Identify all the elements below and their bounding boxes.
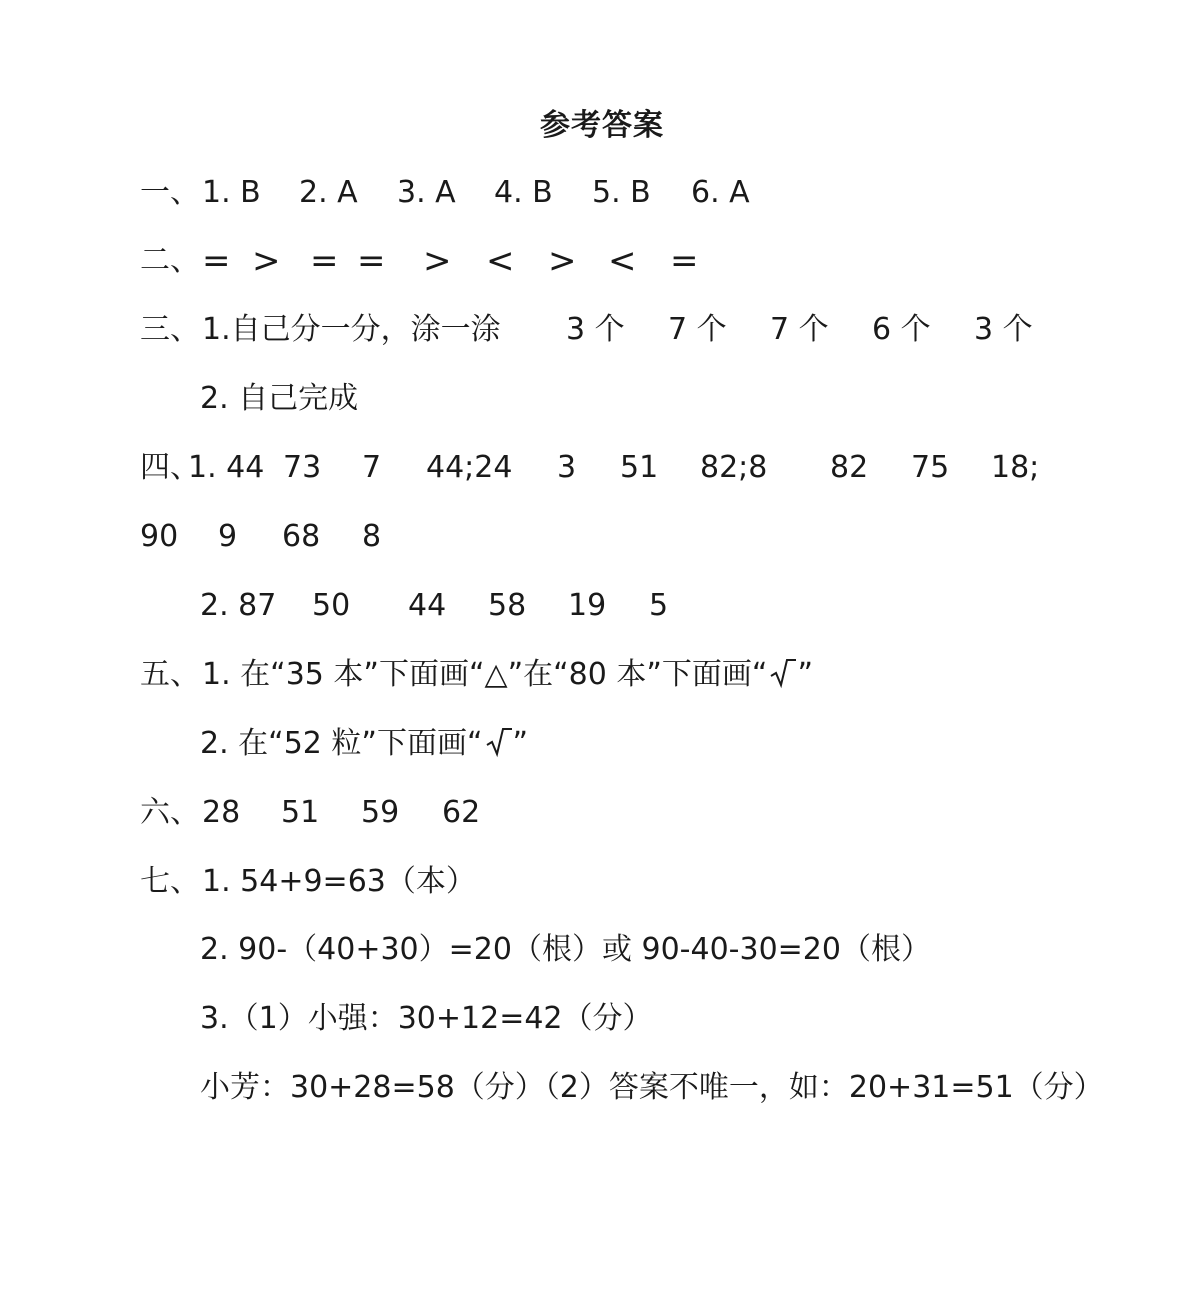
answer-item: 7 个 xyxy=(770,312,829,347)
answer-item: 62 xyxy=(442,795,481,830)
comparison-symbol: > xyxy=(548,241,577,281)
sqrt-check-icon xyxy=(767,654,797,690)
answer-item: 59 xyxy=(361,795,400,830)
answer-item: 6. A xyxy=(691,175,750,210)
answer-item: 4. B xyxy=(494,175,553,210)
answer-item: 18; xyxy=(991,450,1040,485)
answer-item: 58 xyxy=(488,588,527,623)
section-5-question-1-text: 1. 在“35 本”下面画“△”在“80 本”下面画“ xyxy=(202,657,768,692)
answer-item: 3 个 xyxy=(566,312,625,347)
answer-item: 8 xyxy=(362,519,382,554)
answer-item: 5. B xyxy=(592,175,651,210)
comparison-symbol: = xyxy=(357,241,386,281)
section-7-label: 七、 xyxy=(140,864,200,899)
section-6-label: 六、 xyxy=(140,795,200,830)
section-3-question-1: 1.自己分一分，涂一涂 xyxy=(202,312,501,347)
answer-item: 44;24 xyxy=(426,450,513,485)
section-5-label: 五、 xyxy=(140,657,200,692)
section-7-question-3-part-1: 3.（1）小强：30+12=42（分） xyxy=(200,1001,653,1036)
closing-quote: ” xyxy=(512,726,529,761)
answer-item: 3. A xyxy=(397,175,456,210)
answer-item: 2. A xyxy=(299,175,358,210)
answer-item: 1. B xyxy=(202,175,261,210)
section-3-question-2-text: 2. 自己完成 xyxy=(200,381,359,416)
answer-item: 19 xyxy=(568,588,607,623)
section-1-label: 一、 xyxy=(140,175,200,210)
answer-item: 51 xyxy=(620,450,659,485)
answer-item: 68 xyxy=(282,519,321,554)
answer-item: 90 xyxy=(140,519,179,554)
comparison-symbol: > xyxy=(423,241,452,281)
answer-item: 5 xyxy=(649,588,669,623)
answer-item: 73 xyxy=(283,450,322,485)
answer-item: 7 xyxy=(362,450,382,485)
comparison-symbol: = xyxy=(670,241,699,281)
answer-item: 3 个 xyxy=(974,312,1033,347)
answer-item: 51 xyxy=(281,795,320,830)
comparison-symbol: < xyxy=(486,241,515,281)
answer-item: 50 xyxy=(312,588,351,623)
answer-item: 6 个 xyxy=(872,312,931,347)
answer-item: 9 xyxy=(218,519,238,554)
answer-item: 75 xyxy=(911,450,950,485)
answer-item: 82 xyxy=(830,450,869,485)
closing-quote: ” xyxy=(797,657,813,692)
section-5-question-2 xyxy=(200,721,528,767)
comparison-symbol: = xyxy=(202,241,231,281)
section-5-question-1 xyxy=(202,652,813,698)
section-7-question-3-part-2: 小芳：30+28=58（分）（2）答案不唯一，如：20+31=51（分） xyxy=(200,1070,1104,1105)
answer-item: 3 xyxy=(557,450,577,485)
section-7-question-2: 2. 90-（40+30）=20（根）或 90-40-30=20（根） xyxy=(200,932,931,967)
answer-item: 2. 87 xyxy=(200,588,277,623)
comparison-symbol: > xyxy=(252,241,281,281)
section-4-label: 四、 xyxy=(140,450,200,485)
comparison-symbol: < xyxy=(608,241,637,281)
answer-item: 28 xyxy=(202,795,241,830)
section-3-label: 三、 xyxy=(140,312,200,347)
answer-item: 7 个 xyxy=(668,312,727,347)
section-7-question-1: 1. 54+9=63（本） xyxy=(202,864,476,899)
answer-item: 44 xyxy=(408,588,447,623)
comparison-symbol: = xyxy=(310,241,339,281)
sqrt-check-icon xyxy=(483,723,513,759)
page-title: 参考答案 xyxy=(540,108,664,143)
section-2-label: 二、 xyxy=(140,243,200,278)
answer-item: 1. 44 xyxy=(188,450,265,485)
section-5-question-2-text: 2. 在“52 粒”下面画“ xyxy=(200,726,483,761)
answer-item: 82;8 xyxy=(700,450,768,485)
